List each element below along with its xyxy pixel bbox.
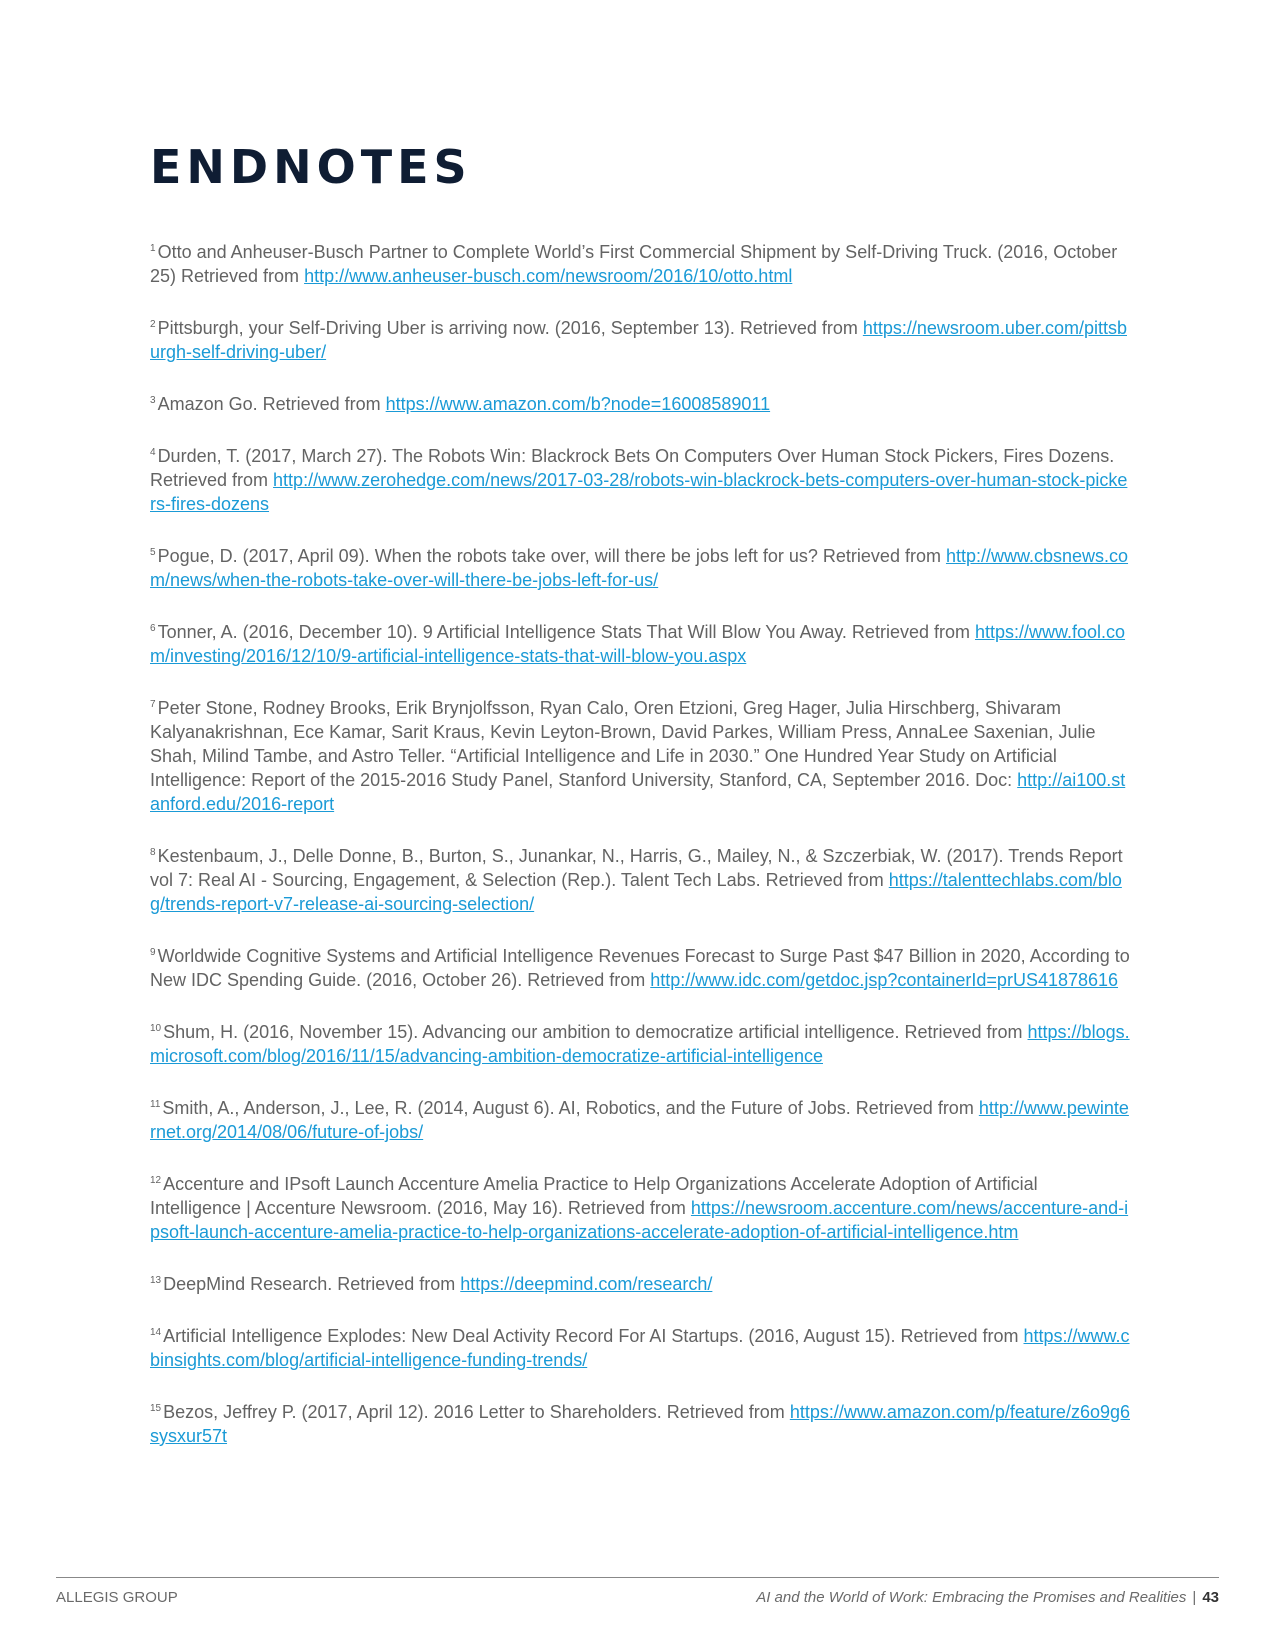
endnote-number: 6 bbox=[150, 623, 156, 634]
endnote-number: 10 bbox=[150, 1023, 162, 1034]
endnote-link[interactable]: https://newsroom.uber.com/pittsburgh-self-driving-uber/ bbox=[150, 318, 1127, 362]
endnote-link[interactable]: http://www.zerohedge.com/news/2017-03-28/robots-win-blackrock-bets-computers-over-human-stock-pickers-fires-dozens bbox=[150, 470, 1128, 514]
endnote bbox=[150, 1324, 1130, 1372]
page-number: 43 bbox=[1202, 1589, 1219, 1606]
endnote-text: Artificial Intelligence Explodes: New Deal Activity Record For AI Startups. (2016, August 15). Retrieved from bbox=[163, 1326, 1024, 1346]
endnote-number: 8 bbox=[150, 847, 156, 858]
endnote-text: Shum, H. (2016, November 15). Advancing our ambition to democratize artificial intelligence. Retrieved from bbox=[163, 1022, 1028, 1042]
endnote-link[interactable]: http://ai100.stanford.edu/2016-report bbox=[150, 770, 1126, 814]
endnote-number: 9 bbox=[150, 947, 156, 958]
endnote-text: Otto and Anheuser-Busch Partner to Complete World’s First Commercial Shipment by Self-Driving Truck. (2016, October 25) Retrieved from bbox=[150, 242, 1118, 286]
endnote-link[interactable]: https://www.amazon.com/b?node=16008589011 bbox=[385, 394, 771, 414]
endnote-text: Amazon Go. Retrieved from bbox=[157, 394, 386, 414]
endnote-number: 4 bbox=[150, 447, 156, 458]
endnote bbox=[150, 620, 1130, 668]
endnote-text: DeepMind Research. Retrieved from bbox=[163, 1274, 461, 1294]
endnote-link[interactable]: https://www.cbinsights.com/blog/artificial-intelligence-funding-trends/ bbox=[150, 1326, 1130, 1370]
endnote-text: Peter Stone, Rodney Brooks, Erik Brynjolfsson, Ryan Calo, Oren Etzioni, Greg Hager, Julia Hirschberg, Shivaram Kalyanakrishnan, Ece Kamar, Sarit Kraus, Kevin Leyton-Brown, David Parkes, William Press, AnnaLee Saxenian, Julie Shah, Milind Tambe, and Astro Teller. “Artificial Intelligence and Life in 2030.” One Hundred Year Study on Artificial Intelligence: Report of the 2015-2016 Study Panel, Stanford University, Stanford, CA, September 2016. Doc: bbox=[150, 698, 1096, 790]
endnote-number: 11 bbox=[150, 1099, 161, 1110]
endnote-number: 7 bbox=[150, 699, 156, 710]
endnote-text: Worldwide Cognitive Systems and Artificial Intelligence Revenues Forecast to Surge Past $47 Billion in 2020, According to New IDC Spending Guide. (2016, October 26). Retrieved from bbox=[150, 946, 1130, 990]
endnote bbox=[150, 844, 1130, 916]
endnote-link[interactable]: http://www.cbsnews.com/news/when-the-robots-take-over-will-there-be-jobs-left-for-us/ bbox=[150, 546, 1129, 590]
endnote-link[interactable]: http://www.pewinternet.org/2014/08/06/future-of-jobs/ bbox=[150, 1098, 1129, 1142]
footer-document-title: AI and the World of Work: Embracing the Promises and Realities bbox=[756, 1589, 1187, 1606]
endnote-number: 15 bbox=[150, 1403, 162, 1414]
endnote bbox=[150, 544, 1130, 592]
footer-separator: | bbox=[1192, 1589, 1197, 1606]
endnote-link[interactable]: https://www.amazon.com/p/feature/z6o9g6sysxur57t bbox=[150, 1402, 1130, 1446]
footer-doc-info bbox=[756, 1589, 1219, 1606]
endnote-number: 3 bbox=[150, 395, 156, 406]
endnote-text: Smith, A., Anderson, J., Lee, R. (2014, August 6). AI, Robotics, and the Future of Jobs. Retrieved from bbox=[162, 1098, 979, 1118]
endnote-link[interactable]: https://talenttechlabs.com/blog/trends-report-v7-release-ai-sourcing-selection/ bbox=[150, 870, 1122, 914]
endnote-text: Durden, T. (2017, March 27). The Robots Win: Blackrock Bets On Computers Over Human Stock Pickers, Fires Dozens. Retrieved from bbox=[150, 446, 1115, 490]
endnote-link[interactable]: http://www.idc.com/getdoc.jsp?containerId=prUS41878616 bbox=[650, 970, 1119, 990]
endnote-text: Kestenbaum, J., Delle Donne, B., Burton, S., Junankar, N., Harris, G., Mailey, N., & Szczerbiak, W. (2017). Trends Report vol 7: Real AI - Sourcing, Engagement, & Selection (Rep.). Talent Tech Labs. Retrieved from bbox=[150, 846, 1123, 890]
endnote bbox=[150, 392, 1130, 416]
endnote bbox=[150, 316, 1130, 364]
endnote-number: 5 bbox=[150, 547, 156, 558]
endnote bbox=[150, 944, 1130, 992]
endnote bbox=[150, 1172, 1130, 1244]
endnote-number: 1 bbox=[150, 243, 156, 254]
endnote bbox=[150, 696, 1130, 816]
endnote-number: 2 bbox=[150, 319, 156, 330]
endnote-text: Accenture and IPsoft Launch Accenture Amelia Practice to Help Organizations Accelerate Adoption of Artificial Intelligence | Accenture Newsroom. (2016, May 16). Retrieved from bbox=[150, 1174, 1038, 1218]
endnote bbox=[150, 1272, 1130, 1296]
endnote-link[interactable]: https://newsroom.accenture.com/news/accenture-and-ipsoft-launch-accenture-amelia-practice-to-help-organizations-accelerate-adoption-of-artificial-intelligence.htm bbox=[150, 1198, 1129, 1242]
endnote-link[interactable]: https://www.fool.com/investing/2016/12/10/9-artificial-intelligence-stats-that-will-blow-you.aspx bbox=[150, 622, 1126, 666]
endnote-link[interactable]: https://blogs.microsoft.com/blog/2016/11/15/advancing-ambition-democratize-artificial-intelligence bbox=[150, 1022, 1130, 1066]
page-title: ENDNOTES bbox=[150, 140, 472, 194]
endnote bbox=[150, 240, 1130, 288]
footer-company: ALLEGIS GROUP bbox=[56, 1589, 178, 1606]
footer-divider bbox=[56, 1577, 1219, 1578]
endnote-link[interactable]: http://www.anheuser-busch.com/newsroom/2016/10/otto.html bbox=[304, 266, 793, 286]
endnote-number: 14 bbox=[150, 1327, 162, 1338]
endnote bbox=[150, 1096, 1130, 1144]
endnote-text: Pogue, D. (2017, April 09). When the robots take over, will there be jobs left for us? Retrieved from bbox=[157, 546, 946, 566]
endnote bbox=[150, 444, 1130, 516]
endnote-text: Tonner, A. (2016, December 10). 9 Artificial Intelligence Stats That Will Blow You Away. Retrieved from bbox=[157, 622, 975, 642]
endnote-text: Bezos, Jeffrey P. (2017, April 12). 2016 Letter to Shareholders. Retrieved from bbox=[163, 1402, 790, 1422]
endnote bbox=[150, 1020, 1130, 1068]
endnote-link[interactable]: https://deepmind.com/research/ bbox=[460, 1274, 713, 1294]
endnote-number: 13 bbox=[150, 1275, 162, 1286]
endnote-text: Pittsburgh, your Self-Driving Uber is arriving now. (2016, September 13). Retrieved from bbox=[157, 318, 863, 338]
endnote-number: 12 bbox=[150, 1175, 162, 1186]
endnote bbox=[150, 1400, 1130, 1448]
endnotes-list bbox=[150, 240, 1130, 1476]
